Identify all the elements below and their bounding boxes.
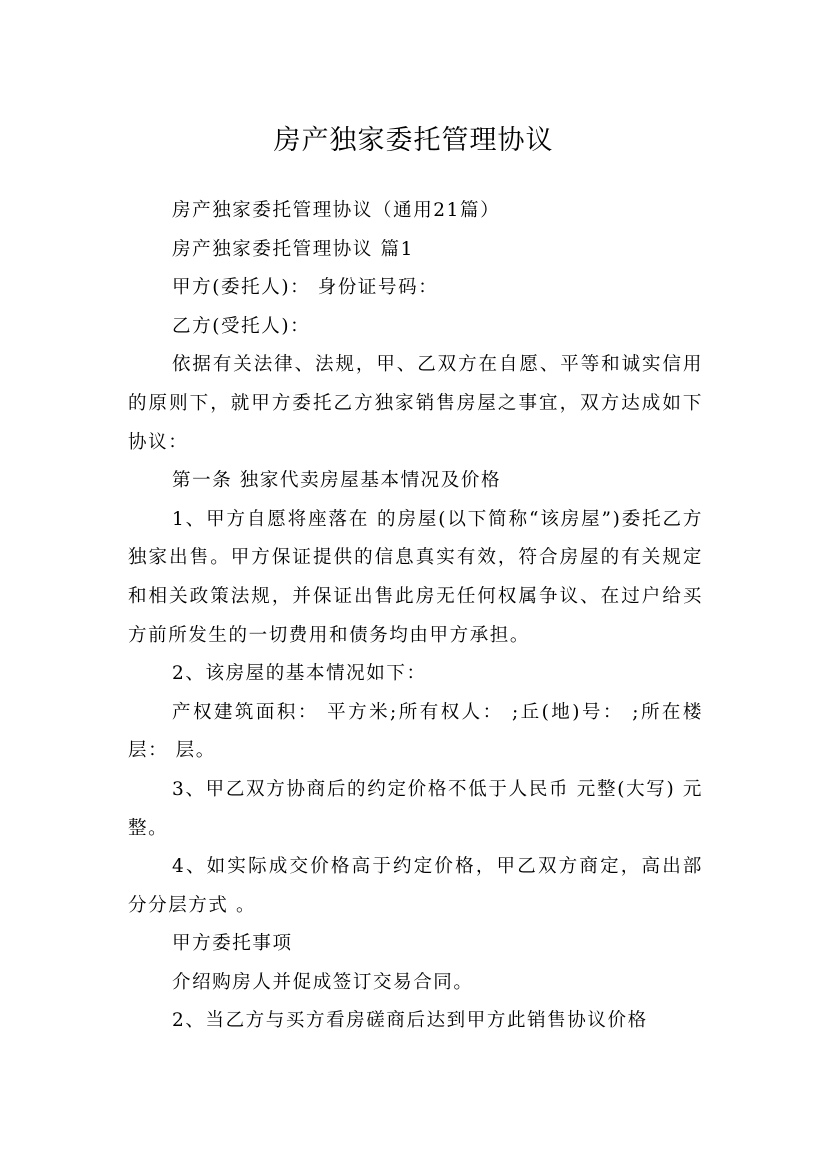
paragraph-article-1-heading: 第一条 独家代卖房屋基本情况及价格 [172, 470, 502, 492]
paragraph-delegation-heading: 甲方委托事项 [172, 933, 293, 955]
paragraph-clause-4: 4、如实际成交价格高于约定价格，甲乙双方商定，高出部分分层方式 。 [128, 856, 703, 916]
document-title: 房产独家委托管理协议 [273, 125, 554, 157]
paragraph-preamble: 依据有关法律、法规，甲、乙双方在自愿、平等和诚实信用的原则下，就甲方委托乙方独家销售房屋之事宜，双方达成如下协议： [128, 354, 703, 453]
paragraph-chapter-heading: 房产独家委托管理协议 篇1 [172, 238, 414, 260]
paragraph-delegation-item-2: 2、当乙方与买方看房磋商后达到甲方此销售协议价格 [172, 1010, 648, 1032]
paragraph-clause-3: 3、甲乙双方协商后的约定价格不低于人民币 元整(大写) 元整。 [128, 778, 703, 839]
paragraph-delegation-item-1: 介绍购房人并促成签订交易合同。 [172, 971, 474, 993]
paragraph-clause-1: 1、甲方自愿将座落在 的房屋(以下简称“该房屋”)委托乙方独家出售。甲方保证提供的信息真实有效，符合房屋的有关规定和相关政策法规，并保证出售此房无任何权属争议、在过户给买方前所发生的一切费用和债务均由甲方承担。 [128, 508, 703, 646]
paragraph-party-b: 乙方(受托人)： [172, 315, 311, 337]
paragraph-property-details: 产权建筑面积： 平方米;所有权人： ;丘(地)号： ;所在楼层： 层。 [128, 701, 703, 762]
paragraph-subtitle: 房产独家委托管理协议（通用21篇） [172, 200, 501, 221]
paragraph-party-a: 甲方(委托人)： 身份证号码： [172, 277, 439, 299]
document-body [128, 192, 703, 1041]
paragraph-clause-2: 2、该房屋的基本情况如下： [172, 663, 427, 685]
